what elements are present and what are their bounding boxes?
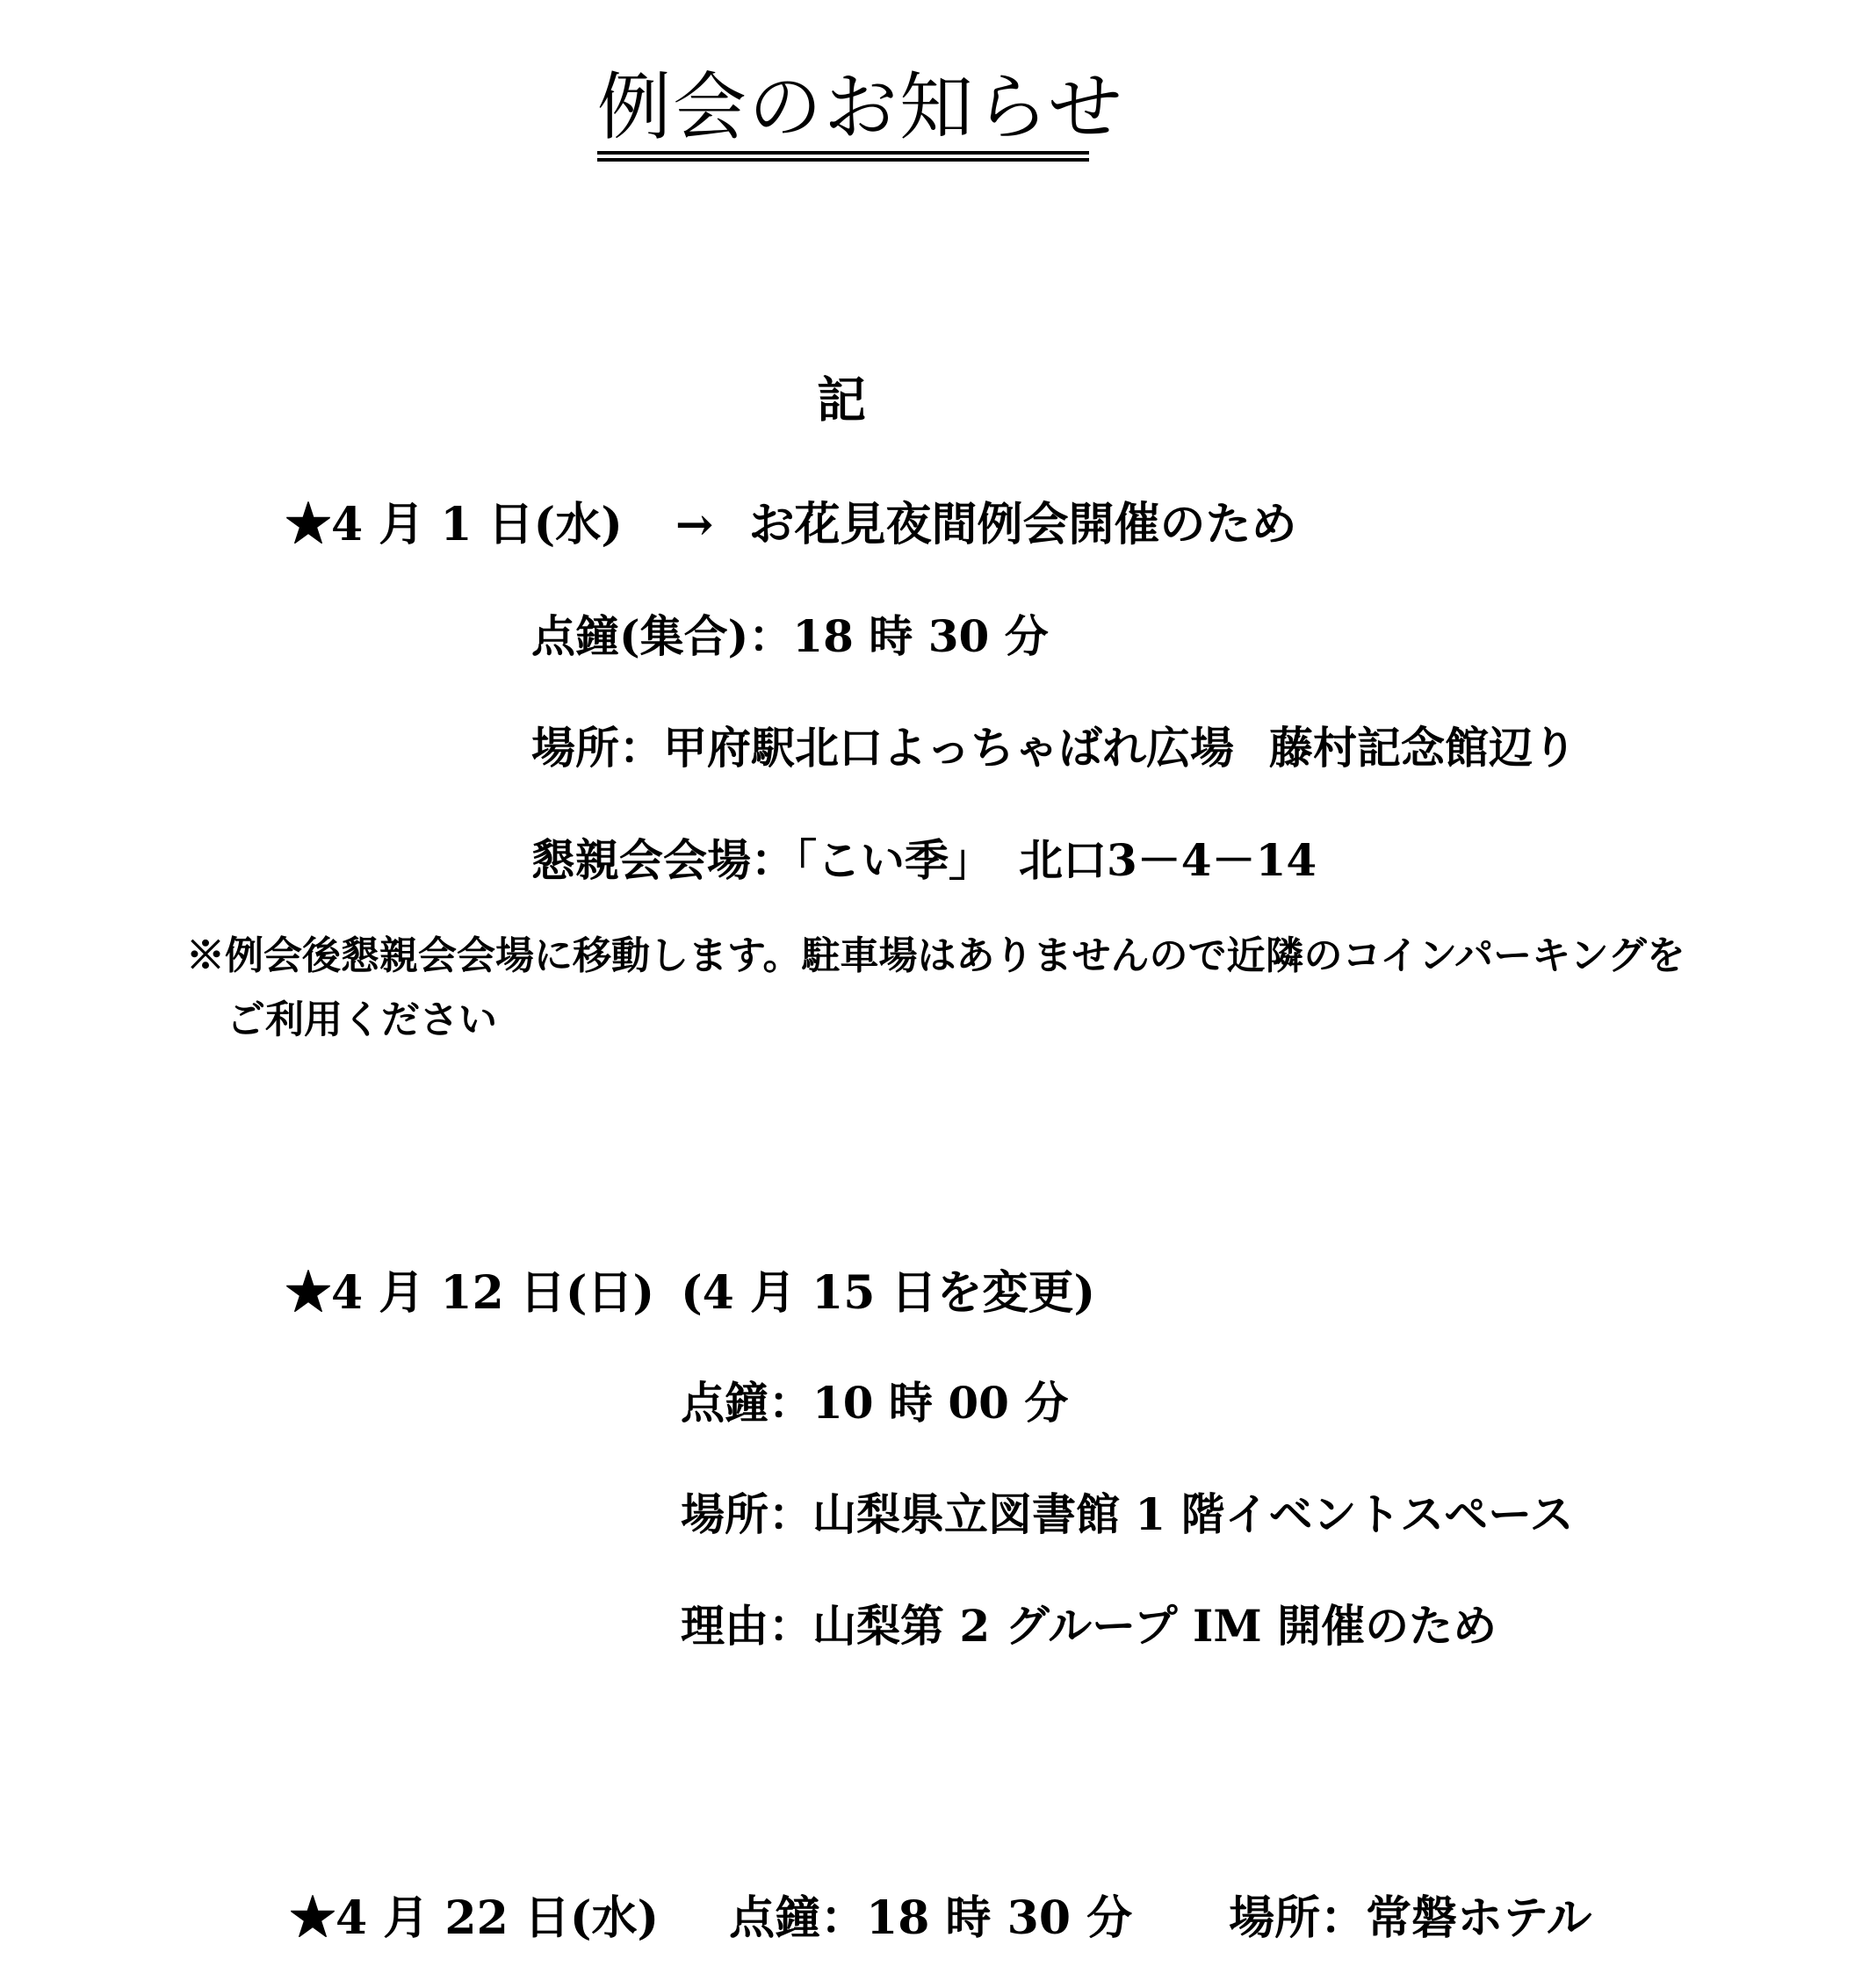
event1-note-line1: ※例会後懇親会会場に移動します。駐車場はありませんので近隣のコインパーキングを (186, 933, 1685, 978)
event1-purpose: お花見夜間例会開催のため (748, 498, 1297, 551)
ki-heading: 記 (817, 371, 866, 429)
event1-party-value: 「こい季」 (795, 834, 992, 886)
arrow-icon: → (675, 498, 714, 551)
event2-change-note: (4 月 15 日を変更) (681, 1266, 1096, 1320)
title-underline-bottom (597, 158, 1089, 162)
event1-party-row (531, 825, 1317, 889)
event3-row (290, 1881, 1592, 1947)
event1-party-label: 懇親会会場： (531, 834, 795, 886)
event2-bell-label: 点鐘： (681, 1377, 812, 1429)
event1-place-value2: 藤村記念館辺り (1269, 722, 1577, 774)
event1-heading (285, 487, 1296, 553)
event2-heading (285, 1256, 1095, 1322)
event3-place-label: 場所： (1229, 1891, 1367, 1945)
page-title: 例会のお知らせ (597, 64, 1124, 150)
event2-reason-row (681, 1591, 1497, 1654)
event3-date: ★4 月 22 日(水) (290, 1891, 660, 1945)
event1-place-row (531, 713, 1577, 776)
event3-bell-value: 18 時 30 分 (866, 1891, 1133, 1945)
event1-place-value: 甲府駅北口よっちゃばれ広場 (663, 722, 1234, 774)
event2-place-row (681, 1480, 1574, 1543)
event1-note-line2: ご利用ください (227, 998, 497, 1042)
event2-place-value: 山梨県立図書館 1 階イベントスペース (812, 1488, 1574, 1540)
event1-party-address: 北口3－4－14 (1019, 834, 1317, 886)
event2-bell-value: 10 時 00 分 (812, 1377, 1069, 1429)
event1-gather-value: 18 時 30 分 (792, 610, 1049, 662)
event2-place-label: 場所： (681, 1488, 812, 1540)
event2-reason-label: 理由： (681, 1600, 812, 1652)
event2-date: ★4 月 12 日(日) (285, 1266, 655, 1320)
event1-gather-label: 点鐘(集合)： (531, 610, 793, 662)
event3-bell-label: 点鐘： (729, 1891, 867, 1945)
event2-bell-row (681, 1368, 1068, 1431)
event1-date: ★4 月 1 日(水) (285, 498, 623, 551)
event1-gather-row (531, 601, 1049, 665)
title-underline-top (597, 151, 1089, 155)
event2-reason-value: 山梨第 2 グループ IM 開催のため (812, 1600, 1497, 1652)
event1-place-label: 場所： (531, 722, 663, 774)
event3-place-value: 常磐ホテル (1366, 1891, 1592, 1945)
